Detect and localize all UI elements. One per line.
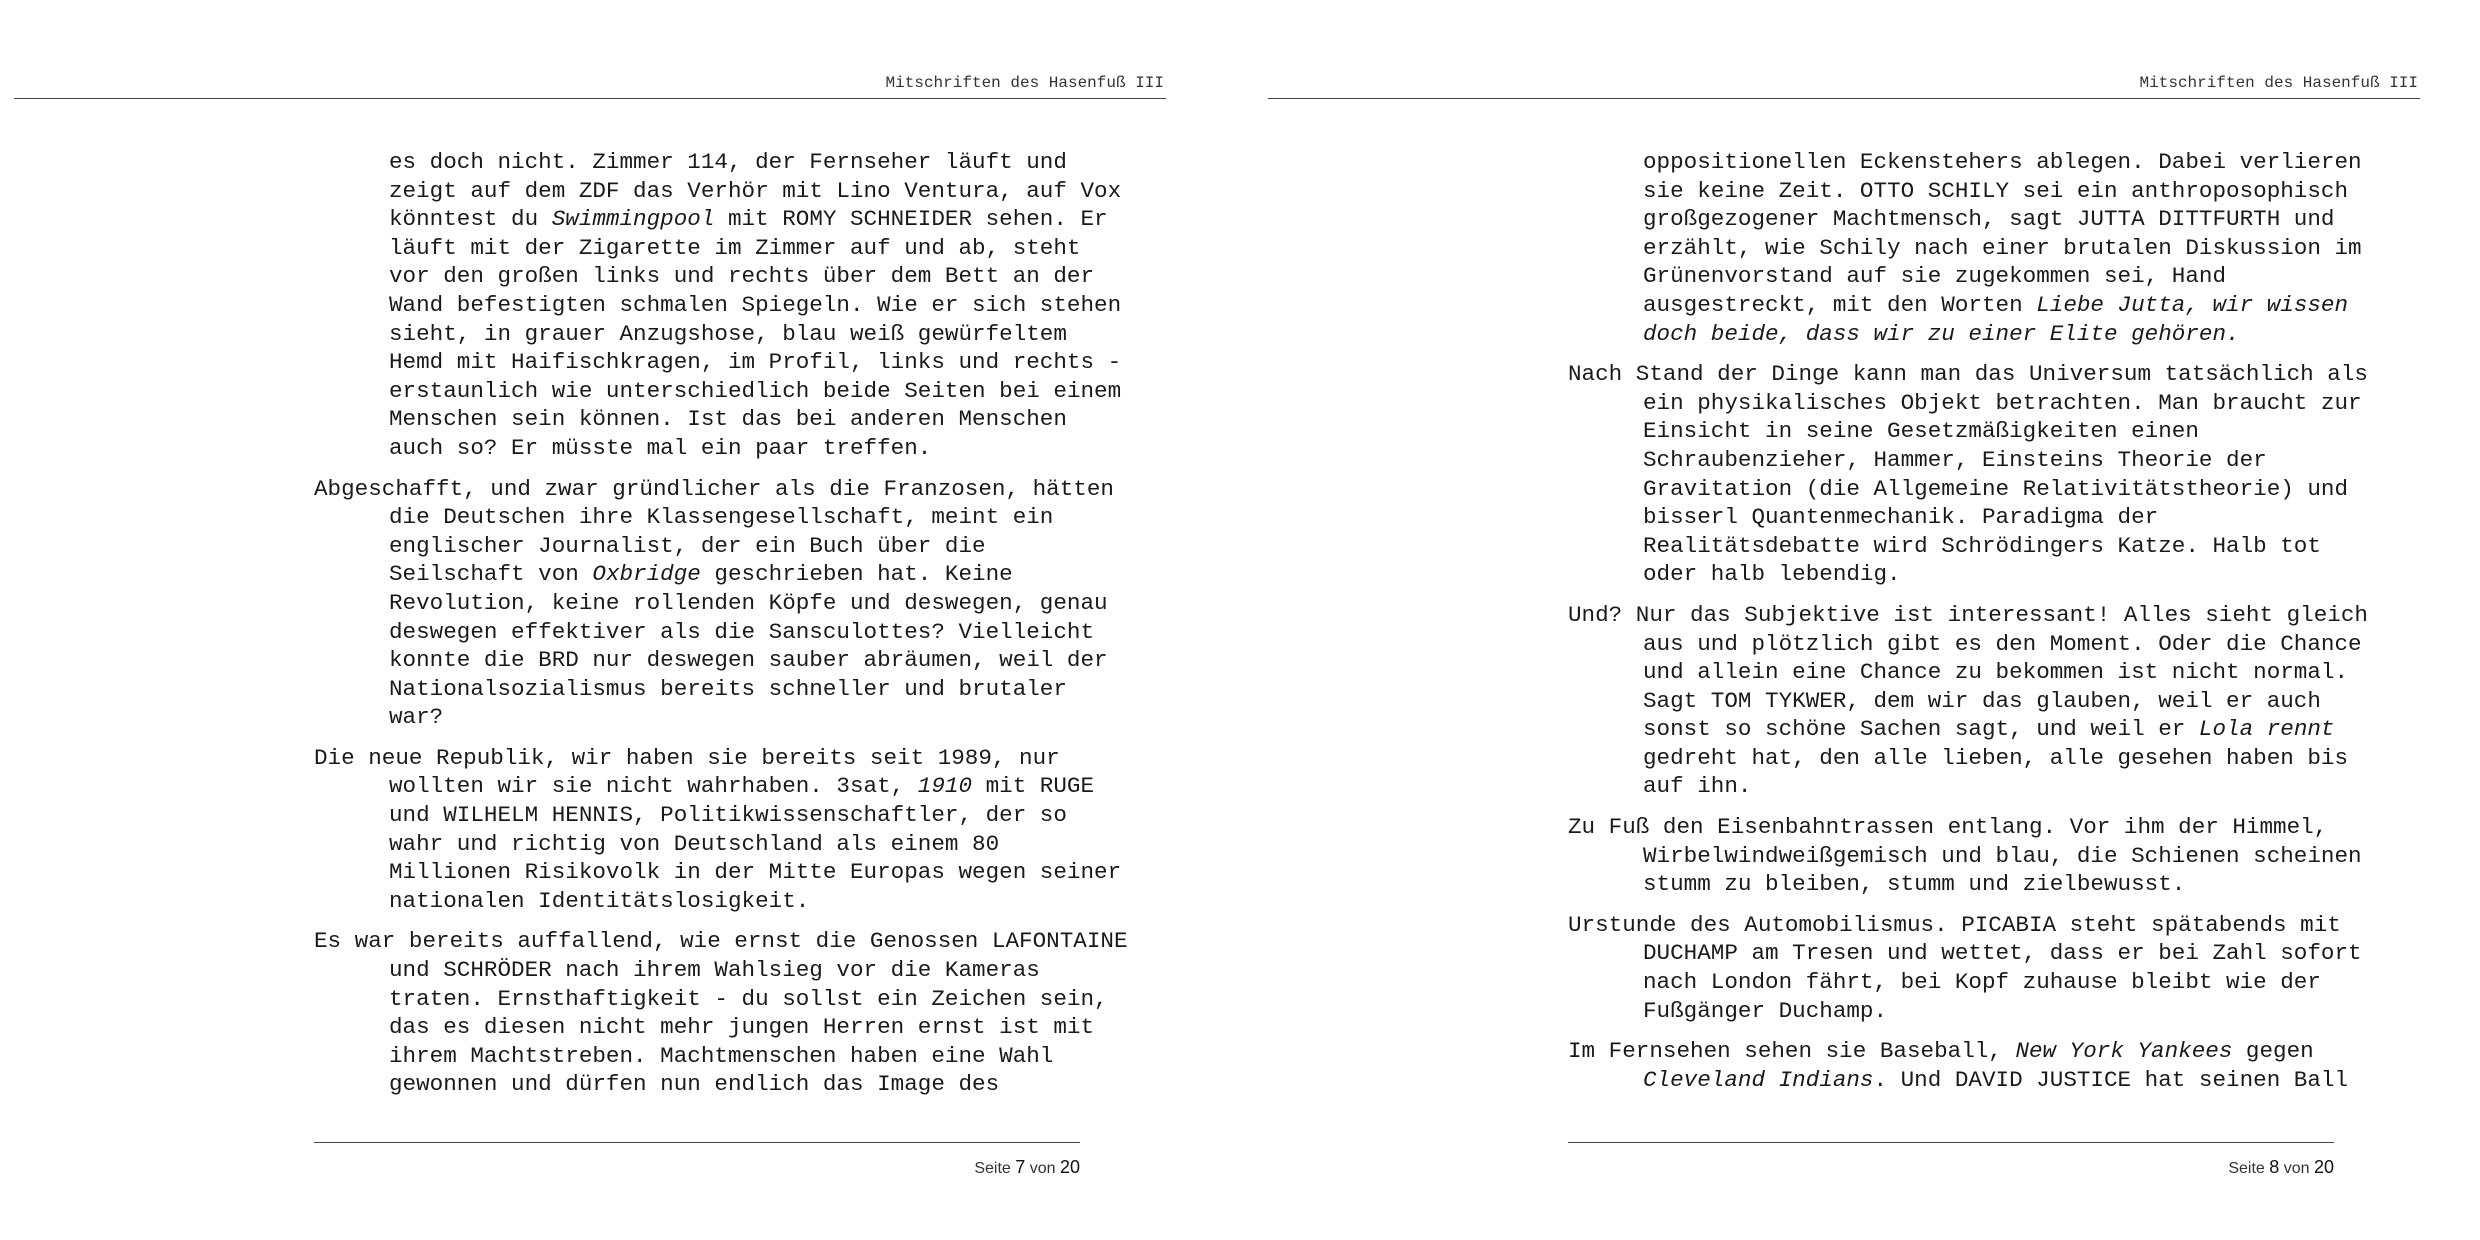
page-total: 20: [2313, 1157, 2334, 1177]
text-line: oder halb lebendig.: [1643, 561, 1901, 588]
text-line: Realitätsdebatte wird Schrödingers Katze. Halb tot: [1643, 532, 2321, 559]
paragraph: [314, 475, 1124, 732]
text-line: Hemd mit Haifischkragen, im Profil, links und rechts -: [389, 349, 1122, 376]
footer-of: von: [2283, 1160, 2310, 1177]
text-line: Zu Fuß den Eisenbahntrassen entlang. Vor ihm der Himmel,: [1568, 814, 2328, 841]
text-line: gedreht hat, den alle lieben, alle gesehen haben bis: [1643, 744, 2349, 771]
text-line: ihrem Machtstreben. Machtmenschen haben eine Wahl: [389, 1042, 1054, 1069]
page-total: 20: [1059, 1157, 1080, 1177]
text-line: Revolution, keine rollenden Köpfe und deswegen, genau: [389, 589, 1108, 616]
paragraph: [314, 148, 1124, 463]
paragraph: [1568, 1037, 2378, 1094]
text-line: war?: [389, 704, 444, 731]
page-number: 8: [2269, 1157, 2280, 1177]
text-line: auch so? Er müsste mal ein paar treffen.: [389, 434, 932, 461]
text-line: könntest du Swimmingpool mit ROMY SCHNEIDER sehen. Er: [389, 206, 1108, 233]
text-line: doch beide, dass wir zu einer Elite gehören.: [1643, 320, 2240, 347]
page-body: [1568, 148, 2378, 1106]
text-line: Cleveland Indians. Und DAVID JUSTICE hat seinen Ball: [1643, 1066, 2349, 1093]
text-line: Wand befestigten schmalen Spiegeln. Wie er sich stehen: [389, 291, 1122, 318]
text-line: erstaunlich wie unterschiedlich beide Seiten bei einem: [389, 377, 1122, 404]
footer-rule: [1568, 1142, 2334, 1143]
text-line: das es diesen nicht mehr jungen Herren ernst ist mit: [389, 1014, 1095, 1041]
text-line: Fußgänger Duchamp.: [1643, 997, 1888, 1024]
text-line: englischer Journalist, der ein Buch über die: [389, 532, 986, 559]
page-header: Mitschriften des Hasenfuß III: [2139, 74, 2418, 92]
text-line: wollten wir sie nicht wahrhaben. 3sat, 1910 mit RUGE: [389, 773, 1095, 800]
text-line: und allein eine Chance zu bekommen ist nicht normal.: [1643, 659, 2349, 686]
text-line: aus und plötzlich gibt es den Moment. Oder die Chance: [1643, 630, 2362, 657]
paragraph: [1568, 148, 2378, 348]
page-body: [314, 148, 1128, 1111]
paragraph: [1568, 813, 2378, 899]
text-line: Gravitation (die Allgemeine Relativitätstheorie) und: [1643, 475, 2349, 502]
paragraph: [1568, 911, 2378, 1025]
text-line: erzählt, wie Schily nach einer brutalen Diskussion im: [1643, 234, 2362, 261]
text-line: wahr und richtig von Deutschland als einem 80: [389, 830, 1000, 857]
text-line: Millionen Risikovolk in der Mitte Europas wegen seiner: [389, 859, 1122, 886]
page-number: 7: [1015, 1157, 1026, 1177]
text-line: vor den großen links und rechts über dem Bett an der: [389, 263, 1095, 290]
text-line: Menschen sein können. Ist das bei anderen Menschen: [389, 406, 1067, 433]
text-line: DUCHAMP am Tresen und wettet, dass er bei Zahl sofort: [1643, 940, 2362, 967]
paragraph: [1568, 360, 2378, 589]
text-line: ein physikalisches Objekt betrachten. Man braucht zur: [1643, 389, 2362, 416]
text-line: Und? Nur das Subjektive ist interessant! Alles sieht gleich: [1568, 601, 2368, 628]
text-line: und SCHRÖDER nach ihrem Wahlsieg vor die Kameras: [389, 957, 1040, 984]
paragraph: [314, 744, 1124, 916]
text-line: nach London fährt, bei Kopf zuhause bleibt wie der: [1643, 969, 2321, 996]
footer-of: von: [1029, 1160, 1056, 1177]
text-line: es doch nicht. Zimmer 114, der Fernseher läuft und: [389, 149, 1067, 175]
page-header: Mitschriften des Hasenfuß III: [885, 74, 1164, 92]
text-line: Schraubenzieher, Hammer, Einsteins Theorie der: [1643, 446, 2267, 473]
text-line: Wirbelwindweißgemisch und blau, die Schienen scheinen: [1643, 842, 2362, 869]
text-line: die Deutschen ihre Klassengesellschaft, meint ein: [389, 504, 1054, 531]
footer-rule: [314, 1142, 1080, 1143]
text-line: deswegen effektiver als die Sansculottes? Vielleicht: [389, 618, 1095, 645]
right-page: [1268, 0, 2428, 1240]
text-line: auf ihn.: [1643, 773, 1752, 800]
text-line: Im Fernsehen sehen sie Baseball, New York Yankees gegen: [1568, 1038, 2314, 1065]
text-line: sie keine Zeit. OTTO SCHILY sei ein anthroposophisch: [1643, 177, 2349, 204]
footer-prefix: Seite: [974, 1160, 1011, 1177]
header-rule: [1268, 98, 2420, 99]
footer-prefix: Seite: [2228, 1160, 2265, 1177]
text-line: zeigt auf dem ZDF das Verhör mit Lino Ventura, auf Vox: [389, 177, 1122, 204]
text-line: großgezogener Machtmensch, sagt JUTTA DITTFURTH und: [1643, 206, 2335, 233]
text-line: sonst so schöne Sachen sagt, und weil er Lola rennt: [1643, 716, 2335, 743]
left-page: [14, 0, 1174, 1240]
text-line: stumm zu bleiben, stumm und zielbewusst.: [1643, 871, 2186, 898]
text-line: Einsicht in seine Gesetzmäßigkeiten einen: [1643, 418, 2199, 445]
text-line: traten. Ernsthaftigkeit - du sollst ein Zeichen sein,: [389, 985, 1108, 1012]
text-line: sieht, in grauer Anzugshose, blau weiß gewürfeltem: [389, 320, 1067, 347]
text-line: Grünenvorstand auf sie zugekommen sei, Hand: [1643, 263, 2227, 290]
text-line: Die neue Republik, wir haben sie bereits seit 1989, nur: [314, 744, 1060, 771]
text-line: Abgeschafft, und zwar gründlicher als die Franzosen, hätten: [314, 475, 1114, 502]
page-footer: [314, 1157, 1080, 1178]
text-line: nationalen Identitätslosigkeit.: [389, 887, 810, 914]
text-line: Nationalsozialismus bereits schneller und brutaler: [389, 675, 1067, 702]
text-line: Es war bereits auffallend, wie ernst die Genossen LAFONTAINE: [314, 928, 1128, 955]
text-line: oppositionellen Eckenstehers ablegen. Dabei verlieren: [1643, 149, 2362, 175]
text-line: ausgestreckt, mit den Worten Liebe Jutta, wir wissen: [1643, 291, 2349, 318]
text-line: konnte die BRD nur deswegen sauber abräumen, weil der: [389, 647, 1108, 674]
paragraph: [314, 927, 1128, 1099]
page-footer: [1568, 1157, 2334, 1178]
text-line: bisserl Quantenmechanik. Paradigma der: [1643, 504, 2159, 531]
text-line: Seilschaft von Oxbridge geschrieben hat. Keine: [389, 561, 1013, 588]
text-line: läuft mit der Zigarette im Zimmer auf und ab, steht: [389, 234, 1081, 261]
text-line: Sagt TOM TYKWER, dem wir das glauben, weil er auch: [1643, 687, 2321, 714]
paragraph: [1568, 601, 2378, 801]
text-line: Urstunde des Automobilismus. PICABIA steht spätabends mit: [1568, 911, 2341, 938]
text-line: Nach Stand der Dinge kann man das Universum tatsächlich als: [1568, 361, 2368, 388]
text-line: und WILHELM HENNIS, Politikwissenschaftler, der so: [389, 802, 1067, 829]
text-line: gewonnen und dürfen nun endlich das Image des: [389, 1071, 1000, 1098]
header-rule: [14, 98, 1166, 99]
